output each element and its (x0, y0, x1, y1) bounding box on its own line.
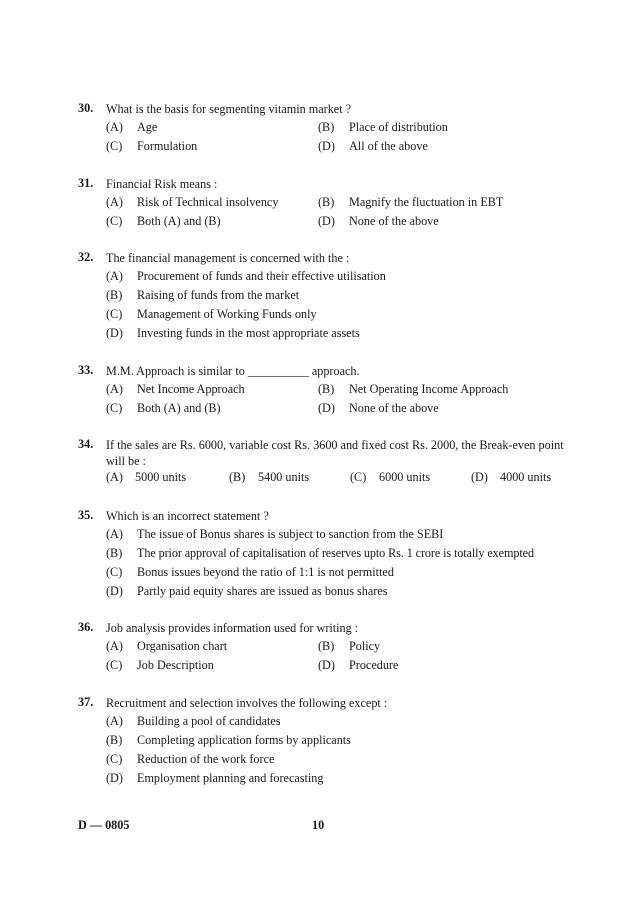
option-text: Magnify the fluctuation in EBT (349, 195, 504, 209)
option-text: Management of Working Funds only (137, 307, 317, 321)
question-text: What is the basis for segmenting vitamin market ? (106, 102, 352, 116)
option-text: Procurement of funds and their effective utilisation (137, 269, 386, 283)
question-number: 34. (78, 437, 94, 451)
option-label: (A) (106, 527, 123, 541)
option-text: 4000 units (500, 470, 552, 484)
option-label: (C) (106, 658, 123, 672)
option-text: Building a pool of candidates (137, 714, 281, 728)
question-number: 35. (78, 508, 94, 522)
option-label: (B) (318, 382, 335, 396)
option-label: (C) (106, 752, 123, 766)
option-label: (B) (229, 470, 246, 484)
option-text: Partly paid equity shares are issued as bonus shares (137, 584, 388, 598)
question-text: Which is an incorrect statement ? (106, 509, 269, 523)
question-number: 32. (78, 250, 94, 264)
option-text: Both (A) and (B) (137, 401, 221, 415)
page-number: 10 (312, 818, 325, 832)
option-text: The issue of Bonus shares is subject to sanction from the SEBI (137, 527, 444, 541)
option-label: (C) (106, 214, 123, 228)
option-label: (C) (106, 401, 123, 415)
option-text: Place of distribution (349, 120, 448, 134)
option-label: (A) (106, 269, 123, 283)
option-label: (D) (471, 470, 488, 484)
option-text: All of the above (349, 139, 428, 153)
question-text: Recruitment and selection involves the following except : (106, 696, 388, 710)
option-text: Age (137, 120, 158, 134)
option-label: (A) (106, 382, 123, 396)
option-label: (B) (106, 546, 123, 560)
option-label: (C) (350, 470, 367, 484)
option-text: None of the above (349, 214, 439, 228)
option-text: 6000 units (379, 470, 431, 484)
question-text: Job analysis provides information used for writing : (106, 621, 359, 635)
option-label: (A) (106, 714, 123, 728)
paper-code: D — 0805 (78, 818, 130, 832)
question-number: 31. (78, 176, 94, 190)
option-text: Formulation (137, 139, 198, 153)
option-text: Bonus issues beyond the ratio of 1:1 is not permitted (137, 565, 394, 579)
option-text: Risk of Technical insolvency (137, 195, 279, 209)
option-text: Net Operating Income Approach (349, 382, 509, 396)
option-text: Job Description (137, 658, 214, 672)
option-label: (B) (106, 288, 123, 302)
option-text: Raising of funds from the market (137, 288, 300, 302)
option-label: (B) (318, 195, 335, 209)
question-text: If the sales are Rs. 6000, variable cost Rs. 3600 and fixed cost Rs. 2000, the Break-even point will be : (106, 438, 564, 468)
option-text: 5000 units (135, 470, 187, 484)
option-text: Employment planning and forecasting (137, 771, 324, 785)
option-label: (D) (106, 771, 123, 785)
option-text: Procedure (349, 658, 399, 672)
option-label: (D) (318, 401, 335, 415)
option-text: None of the above (349, 401, 439, 415)
option-text: 5400 units (258, 470, 310, 484)
option-label: (D) (106, 584, 123, 598)
option-text: Reduction of the work force (137, 752, 275, 766)
option-label: (A) (106, 470, 123, 484)
option-label: (A) (106, 639, 123, 653)
option-text: Completing application forms by applicants (137, 733, 351, 747)
option-text: Policy (349, 639, 381, 653)
question-number: 36. (78, 620, 94, 634)
option-label: (D) (318, 658, 335, 672)
option-text: Both (A) and (B) (137, 214, 221, 228)
question-number: 37. (78, 695, 94, 709)
question-text: M.M. Approach is similar to __________ approach. (106, 364, 360, 378)
option-label: (B) (318, 639, 335, 653)
option-label: (C) (106, 565, 123, 579)
option-label: (D) (106, 326, 123, 340)
question-text: Financial Risk means : (106, 177, 218, 191)
question-text: The financial management is concerned with the : (106, 251, 350, 265)
option-label: (A) (106, 195, 123, 209)
question-number: 30. (78, 101, 94, 115)
option-label: (D) (318, 214, 335, 228)
option-text: The prior approval of capitalisation of reserves upto Rs. 1 crore is totally exempted (137, 546, 534, 560)
option-label: (C) (106, 139, 123, 153)
option-label: (D) (318, 139, 335, 153)
option-text: Investing funds in the most appropriate assets (137, 326, 360, 340)
option-text: Net Income Approach (137, 382, 245, 396)
option-label: (C) (106, 307, 123, 321)
option-label: (A) (106, 120, 123, 134)
option-text: Organisation chart (137, 639, 228, 653)
question-number: 33. (78, 363, 94, 377)
option-label: (B) (106, 733, 123, 747)
option-label: (B) (318, 120, 335, 134)
